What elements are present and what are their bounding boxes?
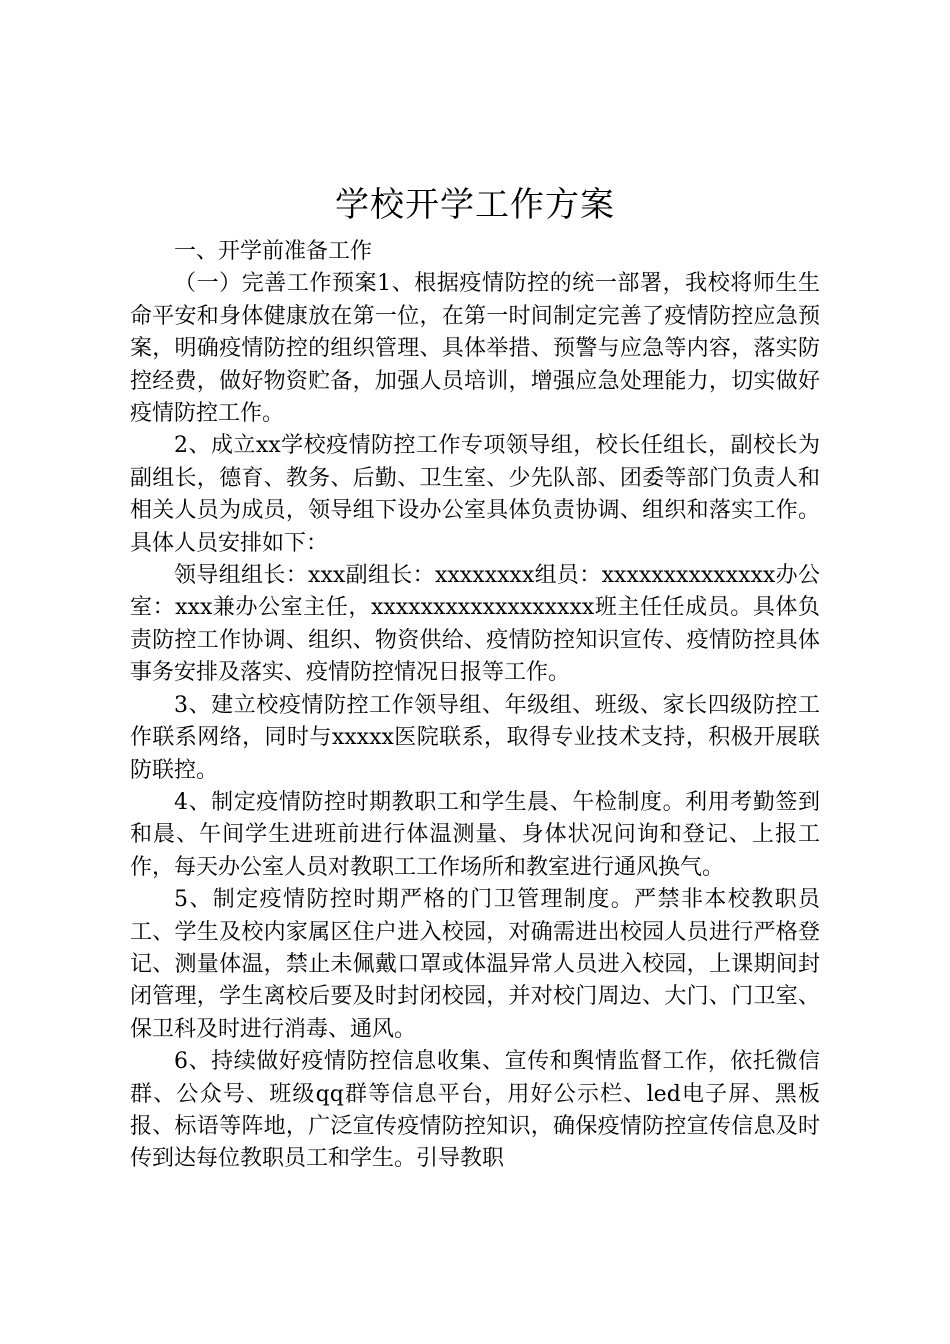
paragraph-leadership-group: 2、成立xx学校疫情防控工作专项领导组，校长任组长，副校长为副组长，德育、教务、后勤、卫生室、少先队部、团委等部门负责人和相关人员为成员，领导组下设办公室具体负责协调、组织和落实工作。具体人员安排如下：: [130, 433, 820, 556]
document-body: [130, 236, 820, 1176]
paragraph-health-check: 4、制定疫情防控时期教职工和学生晨、午检制度。利用考勤签到和晨、午间学生进班前进行体温测量、身体状况问询和登记、上报工作，每天办公室人员对教职工工作场所和教室进行通风换气。: [130, 789, 820, 880]
paragraph-staff-list: 领导组组长：xxx副组长：xxxxxxxx组员：xxxxxxxxxxxxxx办公室：xxx兼办公室主任，xxxxxxxxxxxxxxxxxx班主任任成员。具体负责防控工作协调、组织、物资供给、疫情防控知识宣传、疫情防控具体事务安排及落实、疫情防控情况日报等工作。: [130, 563, 820, 686]
section-heading-preparation: 一、开学前准备工作: [174, 239, 373, 264]
paragraph-work-plan: （一）完善工作预案1、根据疫情防控的统一部署，我校将师生生命平安和身体健康放在第一位，在第一时间制定完善了疫情防控应急预案，明确疫情防控的组织管理、具体举措、预警与应急等内容，落实防控经费，做好物资贮备，加强人员培训，增强应急处理能力，切实做好疫情防控工作。: [130, 271, 820, 427]
paragraph-contact-network: 3、建立校疫情防控工作领导组、年级组、班级、家长四级防控工作联系网络，同时与xxxxx医院联系，取得专业技术支持，积极开展联防联控。: [130, 692, 820, 783]
paragraph-gate-management: 5、制定疫情防控时期严格的门卫管理制度。严禁非本校教职员工、学生及校内家属区住户进入校园，对确需进出校园人员进行严格登记、测量体温，禁止未佩戴口罩或体温异常人员进入校园，上课期间封闭管理，学生离校后要及时封闭校园，并对校门周边、大门、门卫室、保卫科及时进行消毒、通风。: [130, 887, 820, 1042]
paragraph-information-publicity: 6、持续做好疫情防控信息收集、宣传和舆情监督工作，依托微信群、公众号、班级qq群等信息平台，用好公示栏、led电子屏、黑板报、标语等阵地，广泛宣传疫情防控知识，确保疫情防控宣传信息及时传到达每位教职员工和学生。引导教职: [130, 1049, 820, 1172]
document-title: 学校开学工作方案: [335, 185, 615, 225]
